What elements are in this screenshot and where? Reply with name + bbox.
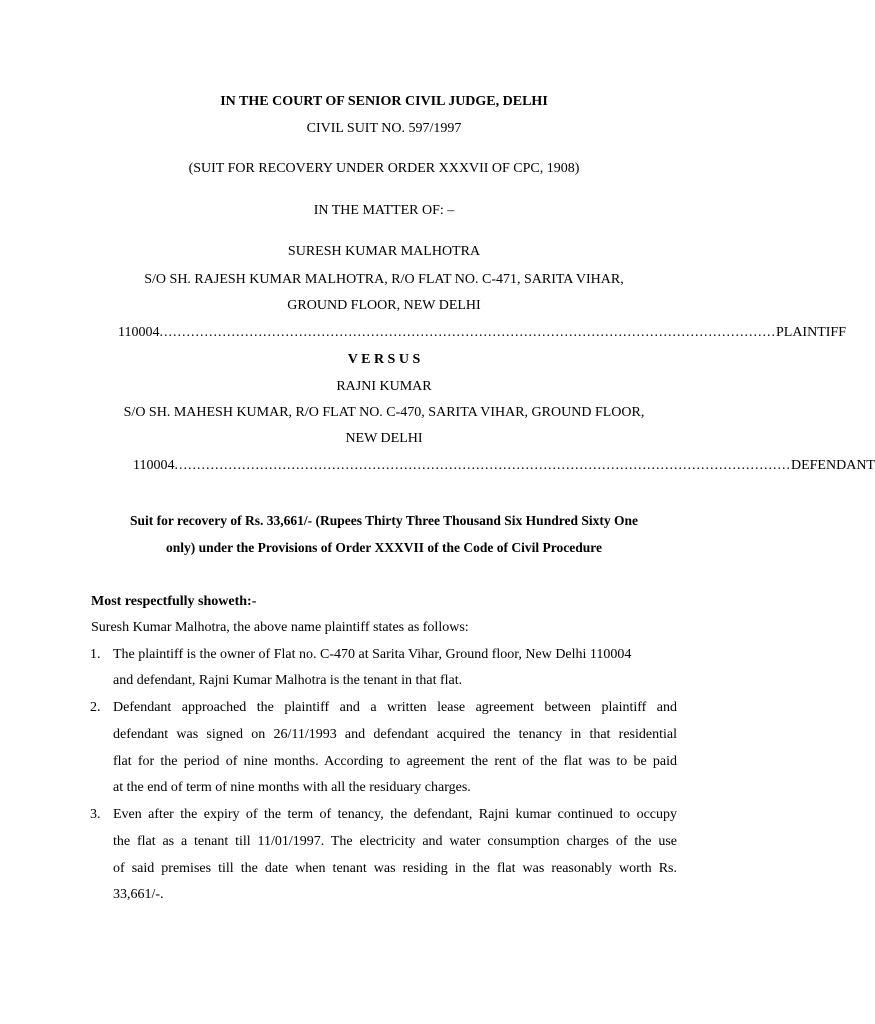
plaintiff-address-line-1: S/O SH. RAJESH KUMAR MALHOTRA, R/O FLAT NO. C-471, SARITA VIHAR, [144,272,624,287]
defendant-address-line-1: S/O SH. MAHESH KUMAR, R/O FLAT NO. C-470, SARITA VIHAR, GROUND FLOOR, [123,405,645,420]
suit-type: (SUIT FOR RECOVERY UNDER ORDER XXXVII OF CPC, 1908) [188,161,580,176]
plaintiff-pin: 110004 [118,325,160,340]
court-heading: IN THE COURT OF SENIOR CIVIL JUDGE, DELHI [220,94,548,109]
item-2-line-3: flat for the period of nine months. According to agreement the rent of the flat was to be paid [113,754,677,769]
leader-dots: ......................................................................................................................................... [174,458,791,473]
defendant-pin-line [133,458,875,474]
defendant-name: RAJNI KUMAR [336,379,432,394]
subject-line-1: Suit for recovery of Rs. 33,661/- (Rupees Thirty Three Thousand Six Hundred Sixty One [130,513,638,528]
item-3-line-2: the flat as a tenant till 11/01/1997. The electricity and water consumption charges of the use [113,834,677,849]
item-number: 2. [90,700,101,715]
item-3-line-4: 33,661/-. [113,887,164,902]
item-number: 3. [90,807,101,822]
defendant-role: DEFENDANT [790,458,875,473]
item-2-line-2: defendant was signed on 26/11/1993 and defendant acquired the tenancy in that residential [113,727,677,742]
item-3-line-1: Even after the expiry of the term of tenancy, the defendant, Rajni kumar continued to occupy [113,807,677,822]
intro-line: Suresh Kumar Malhotra, the above name plaintiff states as follows: [91,620,469,635]
item-1-line-1: The plaintiff is the owner of Flat no. C-470 at Sarita Vihar, Ground floor, New Delhi 110004 [113,647,632,662]
salutation: Most respectfully showeth:- [91,594,257,609]
versus-heading: V E R S U S [347,352,421,367]
plaintiff-pin-line [118,325,846,341]
subject-line-2: only) under the Provisions of Order XXXVII of the Code of Civil Procedure [166,540,602,555]
plaintiff-role: PLAINTIFF [775,325,846,340]
plaintiff-name: SURESH KUMAR MALHOTRA [287,244,481,259]
item-1-line-2: and defendant, Rajni Kumar Malhotra is the tenant in that flat. [113,673,463,688]
item-2-line-4: at the end of term of nine months with all the residuary charges. [113,780,471,795]
suit-number: CIVIL SUIT NO. 597/1997 [306,121,462,136]
item-3-line-3: of said premises till the date when tenant was residing in the flat was reasonably worth Rs. [113,861,677,876]
item-number: 1. [90,647,101,662]
plaintiff-address-line-2: GROUND FLOOR, NEW DELHI [287,298,481,313]
item-2-line-1: Defendant approached the plaintiff and a written lease agreement between plaintiff and [113,700,677,715]
defendant-address-line-2: NEW DELHI [345,431,423,446]
matter-heading: IN THE MATTER OF: – [313,203,455,218]
defendant-pin: 110004 [133,458,175,473]
leader-dots: ......................................................................................................................................... [159,325,776,340]
